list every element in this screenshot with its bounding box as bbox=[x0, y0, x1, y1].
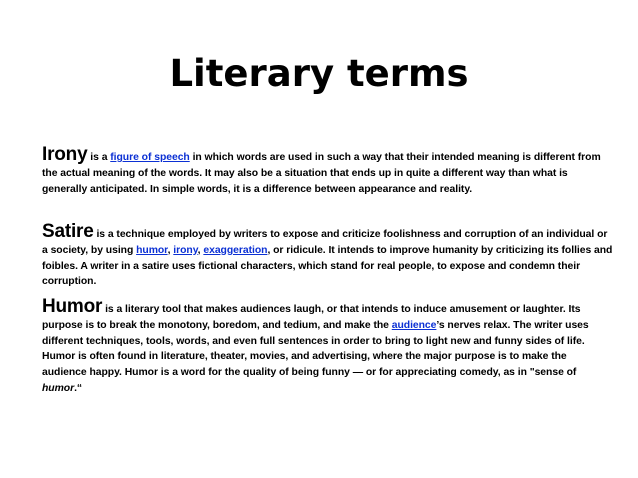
audience-link[interactable]: audience bbox=[391, 319, 437, 331]
irony-text-2: in which words are used in such a way that their intended meaning is different from the actual meaning of the words. It may also be a situation that ends up in quite a different way than what is generally anticipated. In simple words, it is a difference between appearance and reality. bbox=[42, 152, 601, 195]
irony-text-1: is a bbox=[87, 152, 111, 163]
satire-separator-2: , bbox=[197, 244, 204, 256]
humor-link[interactable]: humor bbox=[136, 244, 168, 256]
slide-title: Literary terms bbox=[169, 52, 469, 95]
humor-text-2: ’s nerves relax. The writer uses different techniques, tools, words, and even full sentences in order to bring to light new and funny sides of life. Humor is often found in literature, theater, movies, and advertising, where the major purpose is to make the audience happy. Humor is a word for the quality of being funny — or for appreciating comedy, as in "sense of bbox=[42, 319, 589, 379]
irony-paragraph bbox=[42, 145, 614, 197]
satire-paragraph bbox=[42, 222, 614, 290]
satire-separator-1: , bbox=[167, 244, 174, 256]
figure-of-speech-link[interactable]: figure of speech bbox=[110, 152, 190, 163]
humor-paragraph bbox=[42, 297, 614, 397]
humor-text-3: .“ bbox=[74, 382, 83, 394]
exaggeration-link[interactable]: exaggeration bbox=[203, 244, 268, 256]
satire-text-1: is a technique employed by writers to expose and criticize foolishness and corruption of an individual or a society, by using bbox=[42, 229, 608, 256]
satire-text-2: , or ridicule. It intends to improve humanity by criticizing its follies and foibles. A writer in a satire uses fictional characters, which stand for real people, to expose and condemn their corruption. bbox=[42, 244, 613, 288]
humor-text-1: is a literary tool that makes audiences laugh, or that intends to induce amusement or laughter. Its purpose is to break the monotony, boredom, and tedium, and make the bbox=[42, 304, 581, 331]
humor-emphasis: humor bbox=[42, 382, 75, 394]
irony-link[interactable]: irony bbox=[173, 244, 198, 256]
irony-term: Irony bbox=[42, 144, 88, 165]
humor-term: Humor bbox=[42, 296, 103, 317]
satire-term: Satire bbox=[42, 221, 94, 242]
